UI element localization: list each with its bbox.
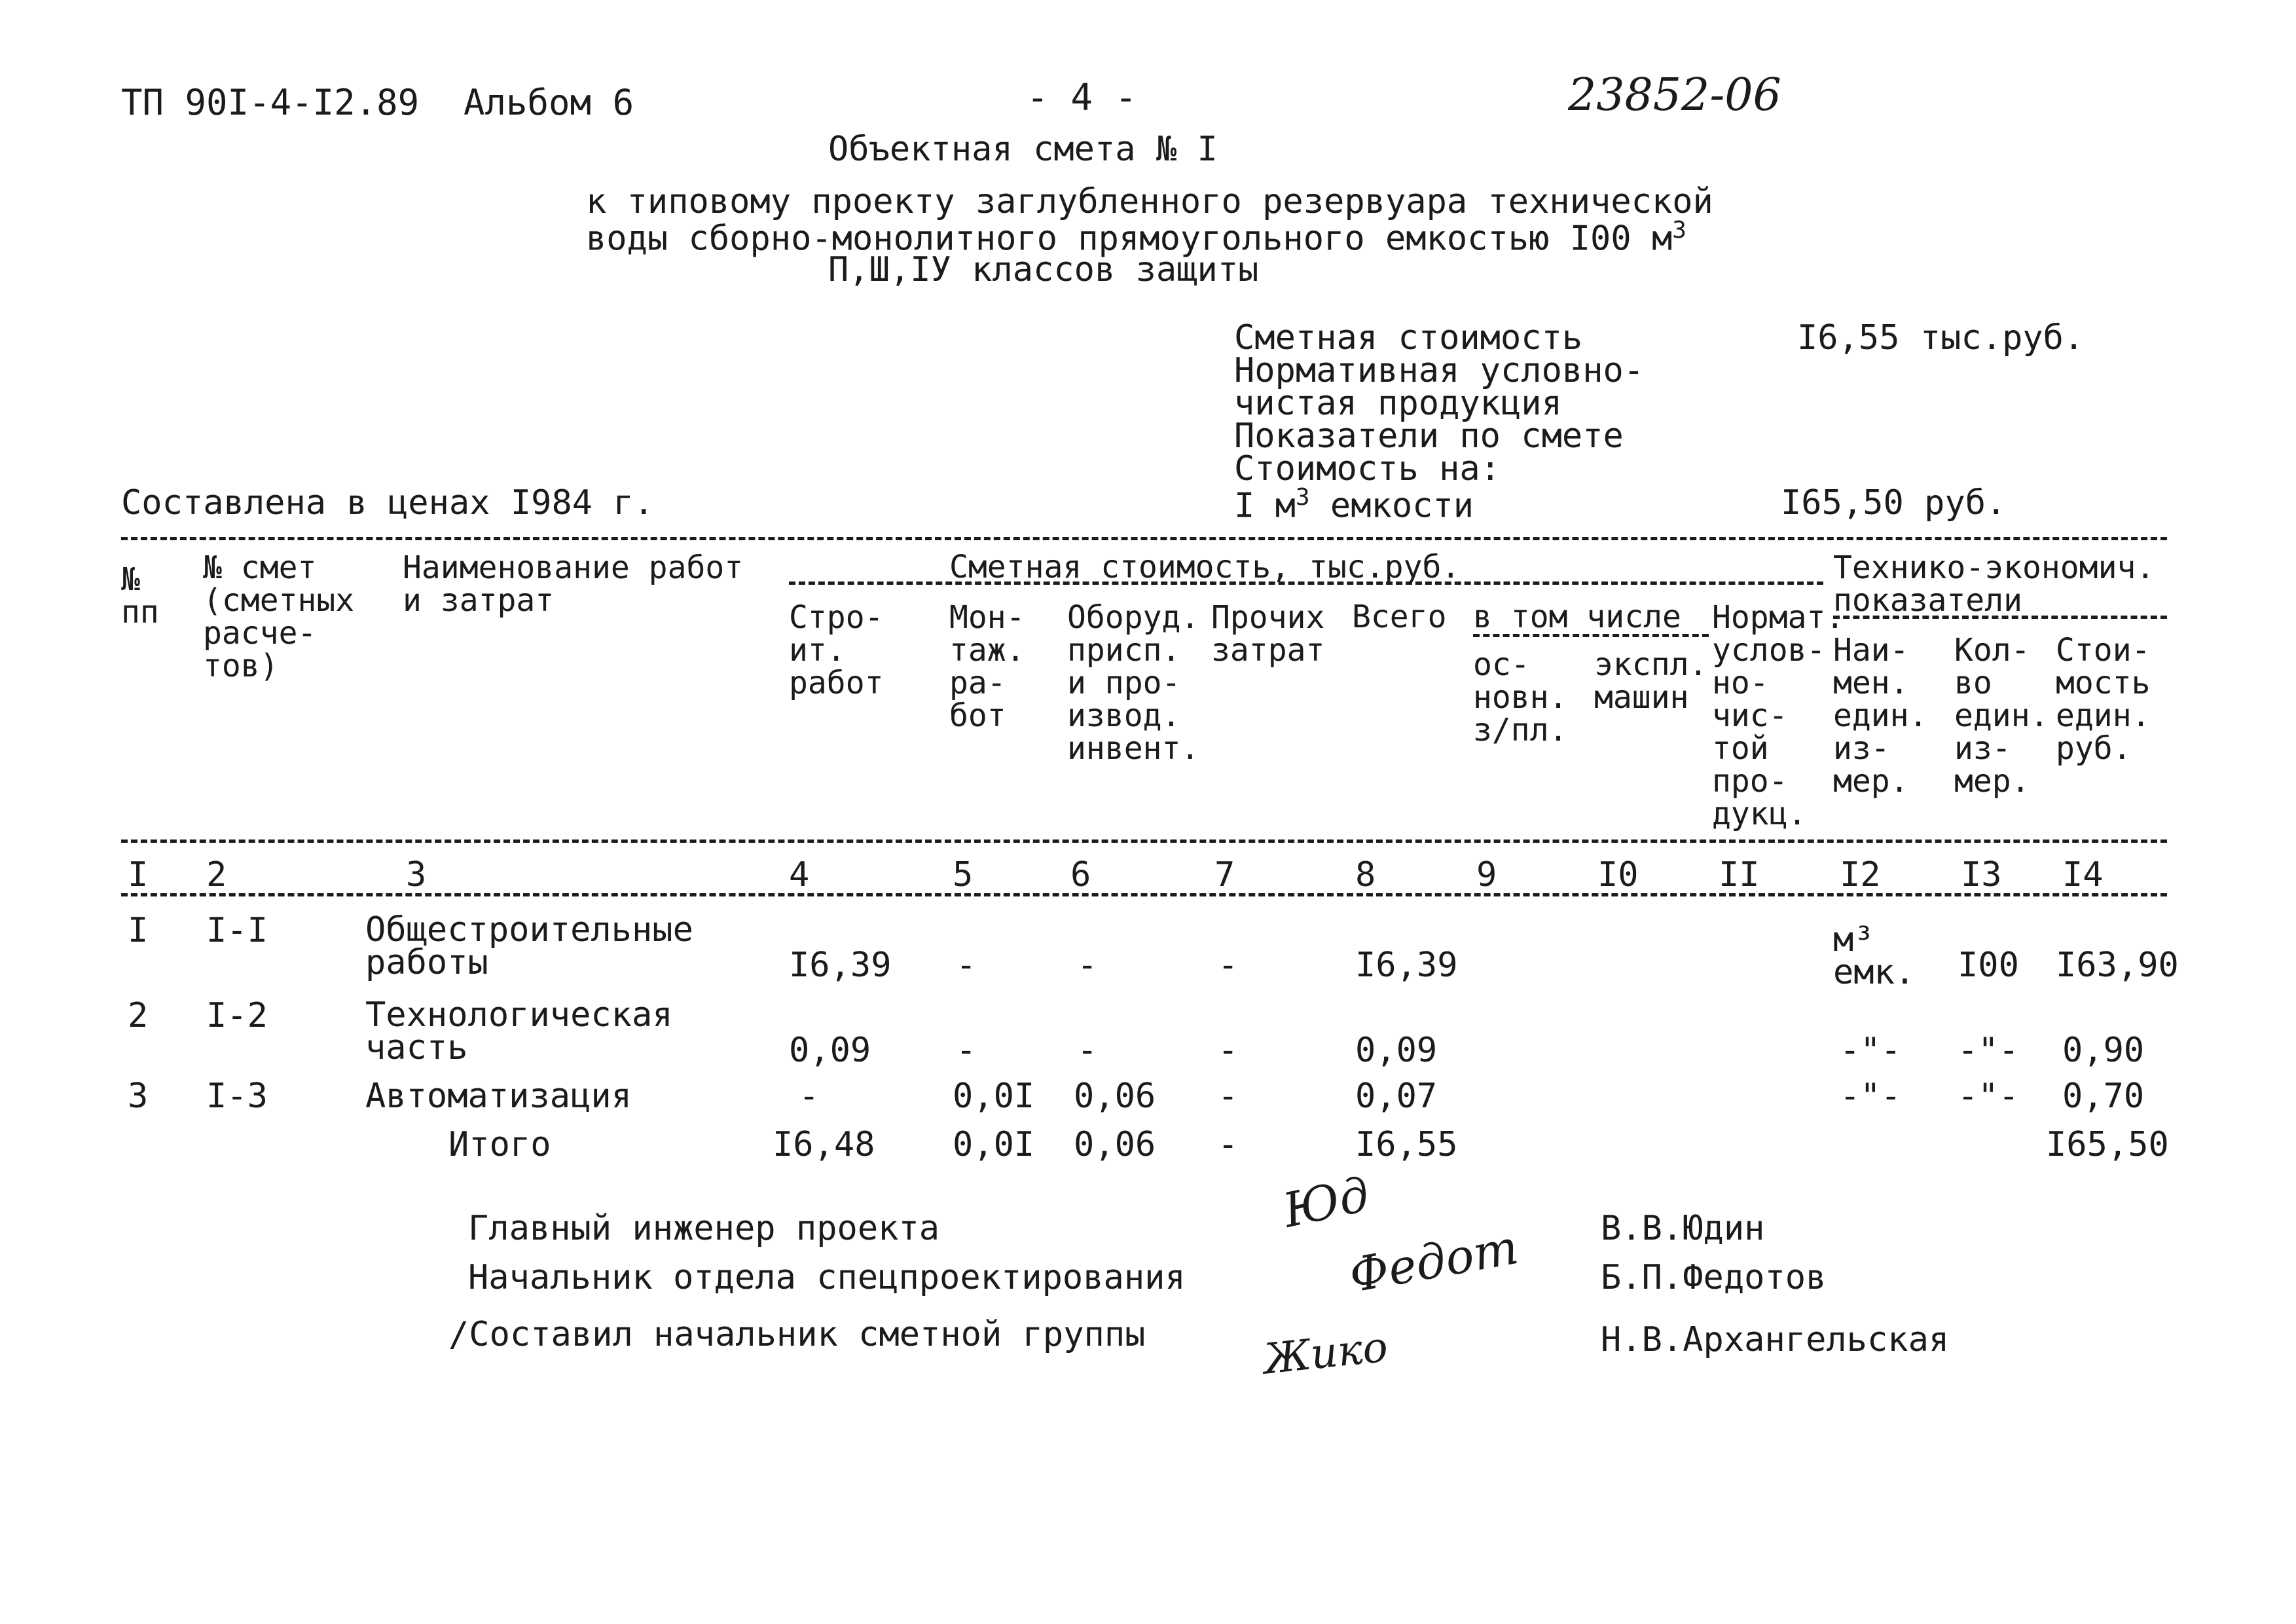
total-label: Итого [448,1125,551,1164]
norm-product-label-2: чистая продукция [1234,384,1562,423]
signature-role-3: /Составил начальник сметной группы [448,1315,1146,1354]
row-1-other: - [1218,946,1239,985]
row-1-total: I6,39 [1355,946,1458,985]
col-number: I4 [2062,855,2104,895]
row-1-unit-cost: I63,90 [2056,946,2179,985]
col-header-qty: Кол- во един. из- мер. [1954,632,2049,800]
title-line-3-text: воды сборно-монолитного прямоугольного емкостью I00 м [586,219,1673,259]
col-number: I0 [1597,855,1639,895]
col-header-tech-group: Технико-экономич. показатели [1833,549,2155,619]
handwritten-signature-3: Жико [1261,1323,1391,1384]
inventory-number: 23852-06 [1568,69,1781,121]
row-3-equipment: 0,06 [1074,1077,1156,1116]
cost-value: I6,55 тыс.руб. [1797,318,2085,358]
signature-role-2: Начальник отдела спецпроектирования [468,1258,1186,1297]
header-bottom-rule [121,840,2167,843]
row-3-estimate: I-3 [206,1077,268,1116]
handwritten-signature-1: Юд [1278,1166,1374,1238]
row-3-other: - [1218,1077,1239,1116]
row-1-installation: - [956,946,977,985]
row-1-name: Общестроительные работы [365,910,693,982]
col-number: 9 [1476,855,1497,895]
row-2-other: - [1218,1031,1239,1070]
total-construction: I6,48 [773,1125,875,1164]
col-header-estimate-no: № смет (сметных расче- тов) [203,549,355,684]
album-label: Альбом 6 [464,82,634,123]
signature-role-1: Главный инженер проекта [468,1209,940,1248]
col-number: I3 [1961,855,2002,895]
col-number: 2 [206,855,227,895]
col-number: 5 [953,855,974,895]
row-2-construction: 0,09 [789,1031,871,1070]
total-other: - [1218,1125,1239,1164]
col-header-construction: Стро- ит. работ [789,599,884,701]
row-2-no: 2 [128,996,149,1035]
row-1-no: I [128,911,149,950]
col-header-total: Всего [1352,599,1447,635]
table-top-rule [121,537,2167,540]
estimate-title: Объектная смета № I [828,130,1218,169]
col-header-cost-group: Сметная стоимость, тыс.руб. [949,549,1461,585]
indicators-label: Показатели по смете [1234,416,1624,456]
row-3-unit-cost: 0,70 [2062,1077,2145,1116]
col-header-unit-cost: Стои- мость един. руб. [2056,632,2151,767]
title-line-4: П,Ш,IУ классов защиты [828,250,1259,289]
norm-product-label-1: Нормативная условно- [1234,351,1645,390]
col-number: 3 [406,855,427,895]
total-installation: 0,0I [953,1125,1035,1164]
row-3-unit-name: -"- [1840,1077,1901,1116]
title-line-3-sup: 3 [1672,217,1686,244]
row-1-qty: I00 [1958,946,2019,985]
document-code: ТП 90I-4-I2.89 [121,82,420,123]
row-3-installation: 0,0I [953,1077,1035,1116]
unit-cost-value: I65,50 руб. [1781,483,2007,523]
col-number: II [1719,855,1760,895]
col-header-norm-product: Нормат. услов- но- чис- той про- дукц. [1712,599,1845,832]
row-1-construction: I6,39 [789,946,892,985]
title-line-2: к типовому проекту заглубленного резервуара технической [586,182,1713,221]
unit-label-b: емкости [1309,486,1474,526]
col-number: 7 [1214,855,1235,895]
row-2-total: 0,09 [1355,1031,1438,1070]
row-3-total: 0,07 [1355,1077,1438,1116]
handwritten-signature-2: Федот [1345,1219,1522,1303]
row-3-construction: - [799,1077,820,1116]
total-total: I6,55 [1355,1125,1458,1164]
col-header-unit-name: Наи- мен. един. из- мер. [1833,632,1928,800]
row-2-estimate: I-2 [206,996,268,1035]
total-unit-cost: I65,50 [2046,1125,2169,1164]
row-3-name: Автоматизация [365,1077,632,1116]
page-number: - 4 - [1027,77,1137,119]
row-1-unit-name: м³ емк. [1833,920,1916,992]
col-number: 6 [1070,855,1091,895]
col-number: I [128,855,149,895]
col-header-no: № пп [121,561,159,631]
col-number: 4 [789,855,810,895]
row-3-qty: -"- [1958,1077,2019,1116]
col-header-equipment: Оборуд. присп. и про- извод. инвент. [1067,599,1200,767]
col-header-machines: экспл. машин [1594,646,1708,716]
cost-on-label: Стоимость на: [1234,449,1501,489]
col-header-installation: Мон- таж. ра- бот [949,599,1025,734]
col-number: 8 [1355,855,1376,895]
row-2-equipment: - [1077,1031,1098,1070]
col-header-other: Прочих затрат [1211,599,1325,669]
signature-name-3: Н.В.Архангельская [1601,1320,1950,1359]
signature-name-1: В.В.Юдин [1601,1209,1765,1248]
row-2-unit-cost: 0,90 [2062,1031,2145,1070]
unit-cost-label [1234,484,1474,526]
signature-name-2: Б.П.Федотов [1601,1258,1827,1297]
col-header-name: Наименование работ и затрат [403,549,744,619]
prices-note: Составлена в ценах I984 г. [121,483,654,523]
col-number: I2 [1840,855,1881,895]
row-2-name: Технологическая часть [365,995,673,1067]
cost-label: Сметная стоимость [1234,318,1583,358]
row-2-installation: - [956,1031,977,1070]
row-3-no: 3 [128,1077,149,1116]
col-header-incl: в том числе [1473,599,1681,635]
row-2-qty: -"- [1958,1031,2019,1070]
row-2-unit-name: -"- [1840,1031,1901,1070]
row-1-equipment: - [1077,946,1098,985]
unit-label-a: I м [1234,486,1296,526]
row-1-estimate: I-I [206,911,268,950]
unit-label-sup: 3 [1295,484,1310,511]
total-equipment: 0,06 [1074,1125,1156,1164]
col-header-wages: ос- новн. з/пл. [1473,646,1568,748]
